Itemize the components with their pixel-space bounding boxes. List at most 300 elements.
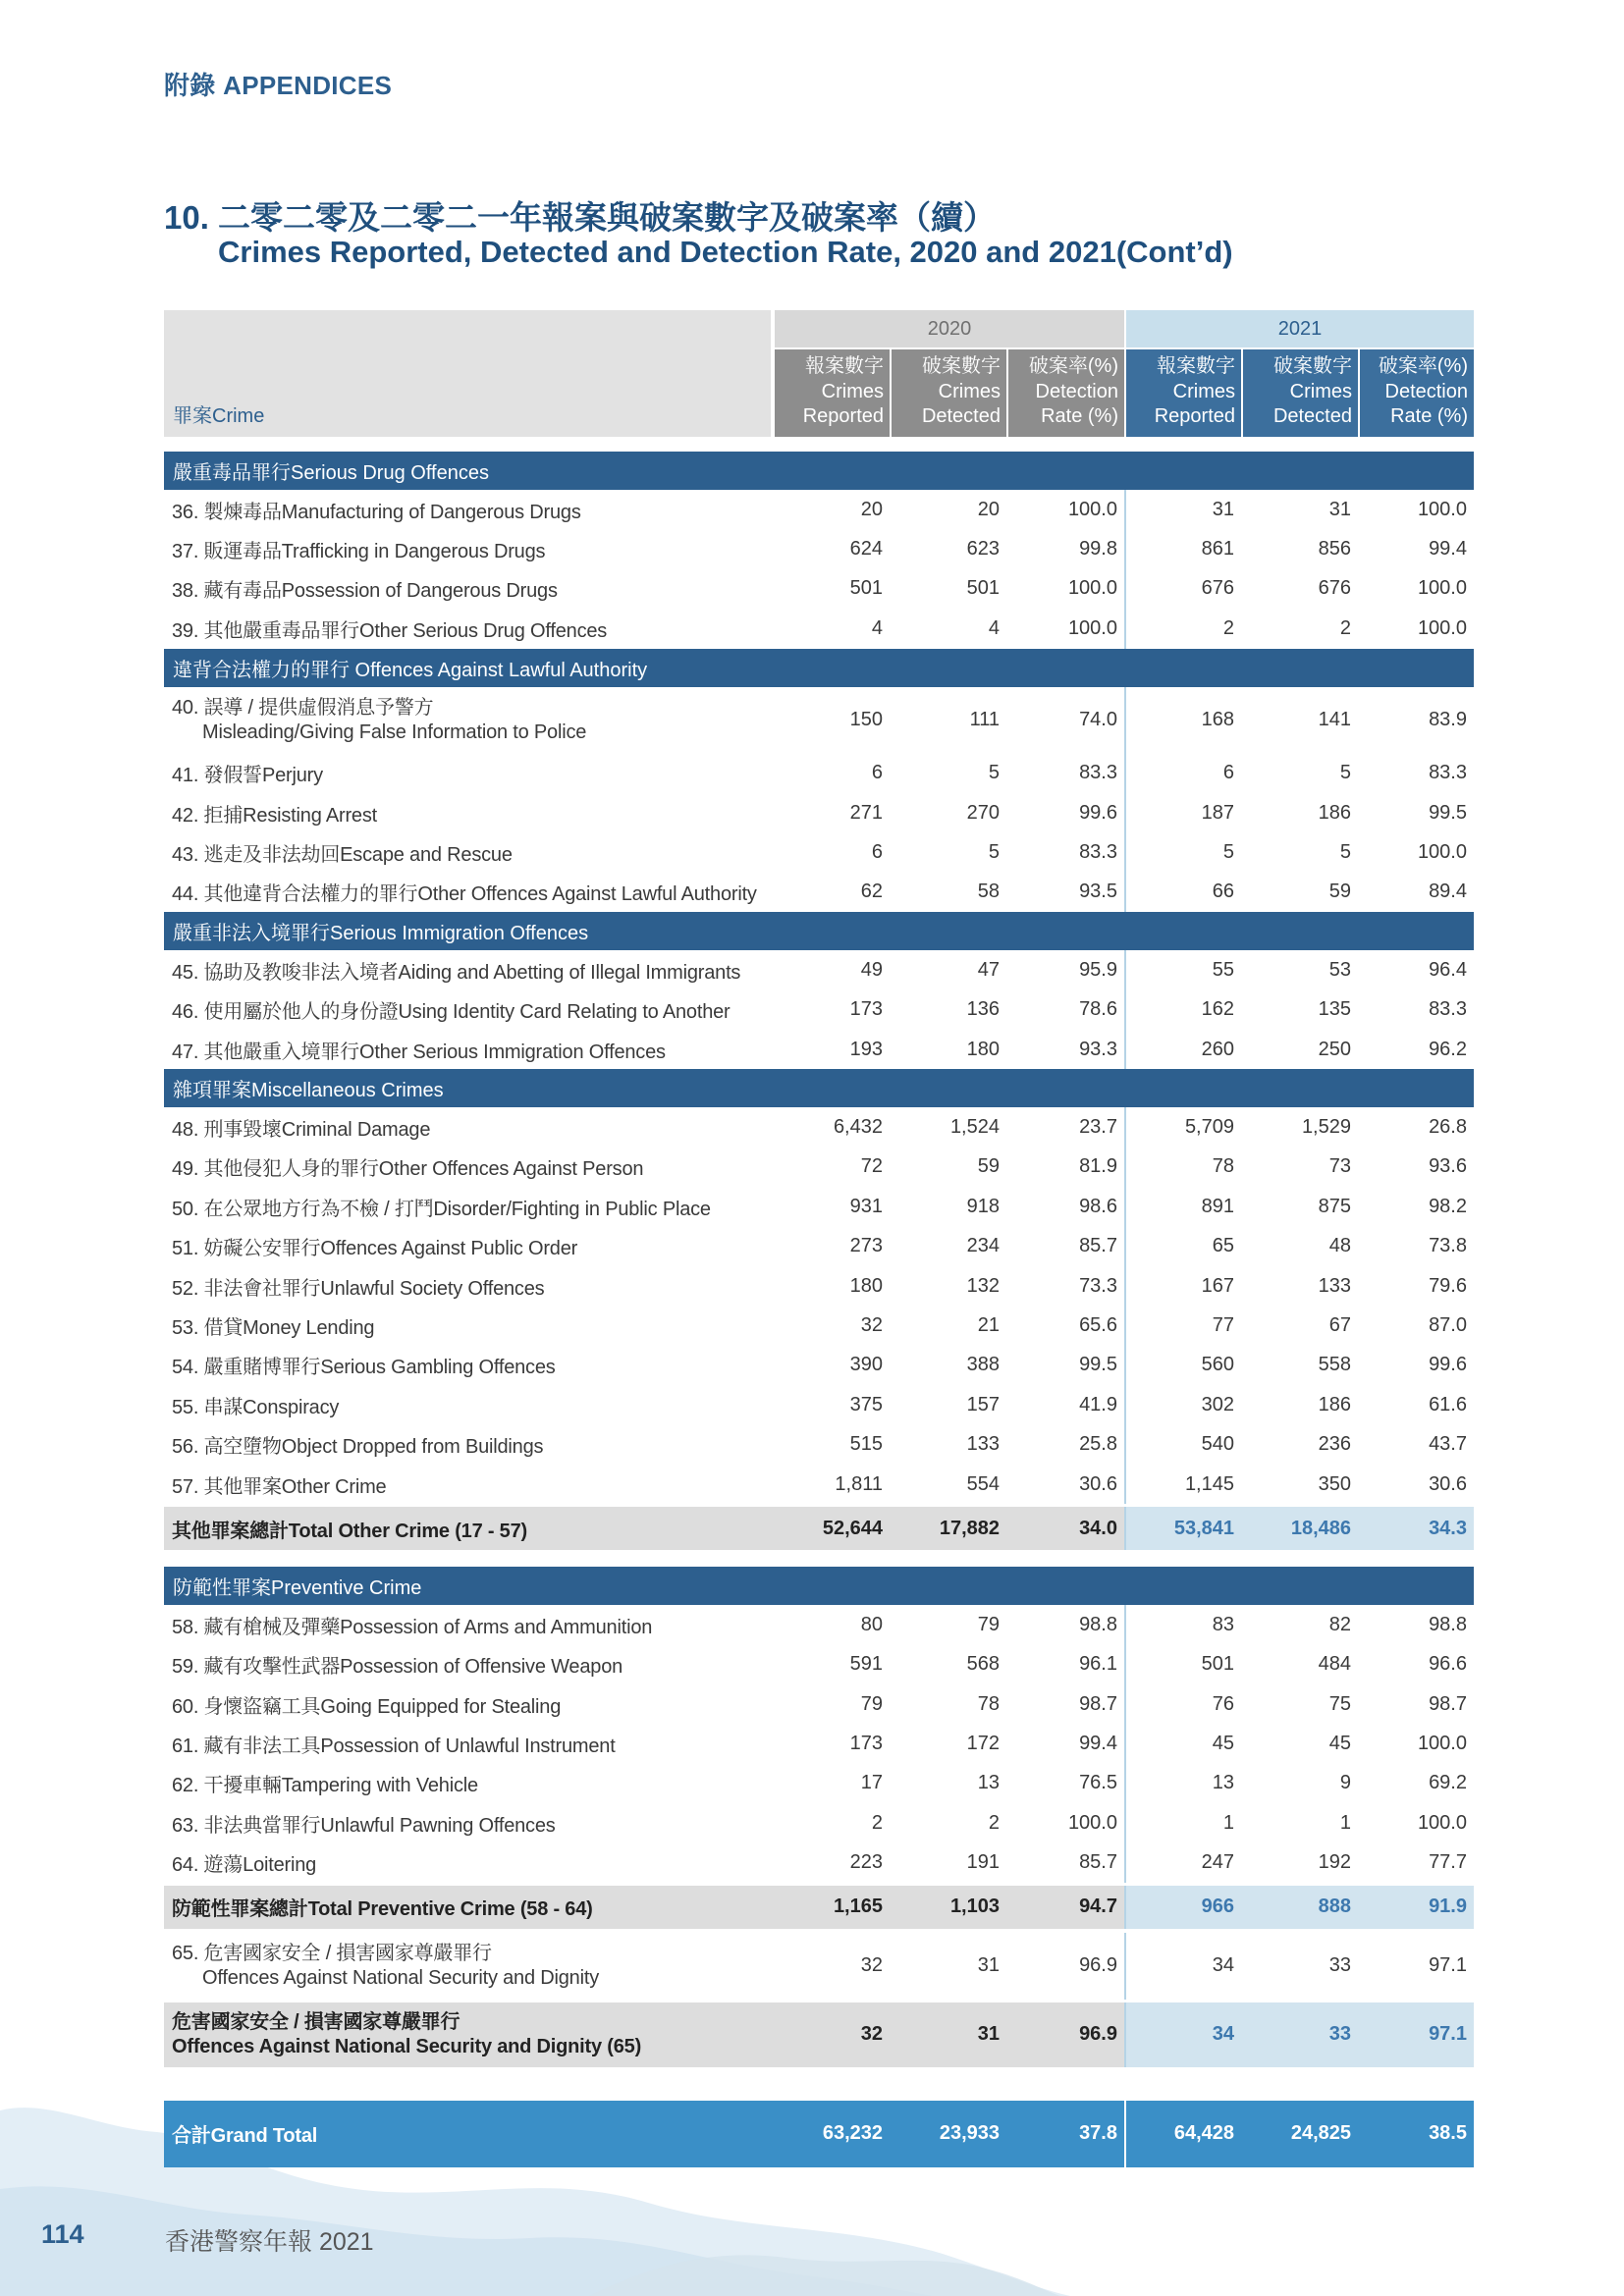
value-2020-rate: 99.5 (1079, 1354, 1117, 1376)
value-2020-reported: 6 (871, 841, 883, 864)
value-2020-reported: 32 (773, 2002, 890, 2067)
value-2020-detected: 501 (966, 577, 1000, 600)
value-2021-rate: 93.6 (1429, 1155, 1467, 1178)
table-row (164, 1107, 1474, 1147)
value-2020-rate: 96.9 (1006, 2002, 1124, 2067)
header-line-en: Crimes (1289, 380, 1352, 402)
value-2020-reported: 2 (871, 1811, 883, 1834)
value-2021-detected: 45 (1328, 1733, 1351, 1755)
header-line-zh: 破案數字 (922, 355, 1001, 377)
header-line-zh: 報案數字 (1157, 355, 1235, 377)
table-row (164, 1148, 1474, 1187)
table-row (164, 1724, 1474, 1763)
value-2021-reported: 34 (1124, 2002, 1241, 2067)
value-2020-detected: 31 (977, 1954, 1000, 1977)
crime-label: 43. 逃走及非法劫回Escape and Rescue (172, 844, 513, 867)
table-row (164, 1645, 1474, 1684)
crime-label: 36. 製煉毒品Manufacturing of Dangerous Drugs (172, 501, 581, 523)
value-2021-detected: 558 (1318, 1354, 1351, 1376)
header-2021-crimes-detected (1243, 349, 1358, 437)
table-row (164, 1465, 1474, 1504)
table-row (164, 1684, 1474, 1724)
table-row (164, 754, 1474, 793)
value-2020-rate: 34.0 (1006, 1507, 1124, 1550)
value-2021-detected: 53 (1328, 958, 1351, 981)
table-row (164, 1803, 1474, 1842)
value-2020-reported: 49 (860, 958, 883, 981)
crime-label: 46. 使用屬於他人的身份證Using Identity Card Relating to Another (172, 1001, 731, 1024)
value-2020-detected: 4 (988, 616, 1000, 639)
value-2021-detected: 135 (1318, 998, 1351, 1021)
value-2021-rate: 97.1 (1429, 1954, 1467, 1977)
value-2020-reported: 52,644 (773, 1507, 890, 1550)
value-2020-rate: 85.7 (1079, 1235, 1117, 1257)
value-2021-detected: 18,486 (1241, 1507, 1358, 1550)
value-2021-rate: 61.6 (1429, 1393, 1467, 1415)
table-row (164, 569, 1474, 609)
total-row (164, 1507, 1474, 1550)
table-row (164, 1605, 1474, 1644)
table-row (164, 1030, 1474, 1069)
crime-label: 51. 妨礙公安罪行Offences Against Public Order (172, 1238, 578, 1260)
value-2021-reported: 55 (1124, 950, 1241, 989)
header-line-en: Crimes (938, 380, 1001, 402)
value-2021-rate: 100.0 (1417, 498, 1467, 520)
value-2021-detected: 5 (1339, 841, 1351, 864)
value-2020-rate: 100.0 (1067, 577, 1117, 600)
appendix-section-label: 附錄 APPENDICES (164, 71, 393, 100)
crime-label-cell (164, 1030, 773, 1069)
value-2021-rate: 79.6 (1429, 1274, 1467, 1297)
value-2021-reported: 168 (1124, 687, 1241, 754)
crime-label: 38. 藏有毒品Possession of Dangerous Drugs (172, 580, 558, 603)
table-row (164, 1226, 1474, 1265)
value-2021-detected: 31 (1328, 498, 1351, 520)
value-2021-detected: 856 (1318, 538, 1351, 561)
header-line-en: Detection (1384, 380, 1468, 402)
value-2021-rate: 99.6 (1429, 1354, 1467, 1376)
value-2021-rate: 83.9 (1429, 709, 1467, 731)
value-2021-detected: 73 (1328, 1155, 1351, 1178)
crime-label: 61. 藏有非法工具Possession of Unlawful Instrument (172, 1735, 616, 1758)
crime-label: 其他罪案總計Total Other Crime (17 - 57) (172, 1520, 527, 1542)
header-2021-detection-rate (1360, 349, 1474, 437)
value-2021-reported: 501 (1124, 1645, 1241, 1684)
value-2020-rate: 95.9 (1079, 958, 1117, 981)
value-2021-rate: 87.0 (1429, 1313, 1467, 1336)
crime-label: 45. 協助及教唆非法入境者Aiding and Abetting of Illegal Immigrants (172, 961, 741, 984)
value-2021-rate: 98.8 (1429, 1613, 1467, 1635)
value-2021-detected: 484 (1318, 1653, 1351, 1676)
header-line-zh: 報案數字 (805, 355, 884, 377)
crime-label-cell (164, 990, 773, 1030)
report-name: 香港警察年報 2021 (165, 2228, 374, 2256)
value-2020-detected: 918 (966, 1195, 1000, 1217)
value-2021-detected: 9 (1339, 1772, 1351, 1794)
value-2021-rate: 91.9 (1358, 1886, 1474, 1929)
value-2020-detected: 78 (977, 1692, 1000, 1715)
value-2020-reported: 6,432 (833, 1115, 883, 1138)
value-2020-reported: 271 (849, 801, 883, 824)
value-2021-reported: 891 (1124, 1187, 1241, 1226)
year-2020-header: 2020 (775, 310, 1124, 347)
header-line-en: Detection (1035, 380, 1118, 402)
value-2021-rate: 100.0 (1417, 841, 1467, 864)
crime-label-cell (164, 490, 773, 529)
value-2021-rate: 38.5 (1429, 2122, 1467, 2145)
crime-label-cell (164, 1306, 773, 1345)
value-2020-reported: 273 (849, 1235, 883, 1257)
section-title: 雜項罪案Miscellaneous Crimes (173, 1080, 444, 1102)
value-2020-rate: 78.6 (1079, 998, 1117, 1021)
value-2021-detected: 1,529 (1301, 1115, 1351, 1138)
value-2021-reported: 260 (1124, 1030, 1241, 1069)
header-line-en: Reported (1154, 405, 1235, 427)
value-2020-detected: 2 (988, 1811, 1000, 1834)
section-header (164, 1567, 1474, 1605)
crime-label: 防範性罪案總計Total Preventive Crime (58 - 64) (172, 1898, 593, 1921)
value-2020-reported: 62 (860, 881, 883, 903)
crime-label-cell (164, 1187, 773, 1226)
value-2020-detected: 234 (966, 1235, 1000, 1257)
year-2021-header: 2021 (1126, 310, 1474, 347)
value-2020-rate: 93.5 (1079, 881, 1117, 903)
crime-label-cell (164, 1933, 773, 2000)
header-2020-detection-rate (1008, 349, 1124, 437)
section-title: 違背合法權力的罪行 Offences Against Lawful Authority (173, 659, 648, 681)
value-2021-rate: 89.4 (1429, 881, 1467, 903)
section-header (164, 649, 1474, 687)
value-2021-detected: 141 (1318, 709, 1351, 731)
value-2020-reported: 72 (860, 1155, 883, 1178)
table-row (164, 687, 1474, 754)
value-2020-rate: 98.6 (1079, 1195, 1117, 1217)
crime-label-cell (164, 793, 773, 832)
value-2020-rate: 65.6 (1079, 1313, 1117, 1336)
value-2020-detected: 191 (966, 1851, 1000, 1874)
value-2021-detected: 67 (1328, 1313, 1351, 1336)
value-2020-detected: 136 (966, 998, 1000, 1021)
value-2021-rate: 83.3 (1429, 762, 1467, 784)
value-2021-detected: 33 (1241, 2002, 1358, 2067)
value-2020-rate: 99.4 (1079, 1733, 1117, 1755)
value-2021-rate: 77.7 (1429, 1851, 1467, 1874)
value-2021-detected: 1 (1339, 1811, 1351, 1834)
value-2020-detected: 133 (966, 1433, 1000, 1456)
value-2020-reported: 79 (860, 1692, 883, 1715)
crime-label-line2: Offences Against National Security and Dignity (202, 1966, 599, 1989)
value-2021-reported: 2 (1124, 609, 1241, 648)
value-2021-reported: 53,841 (1124, 1507, 1241, 1550)
value-2020-detected: 1,103 (890, 1886, 1006, 1929)
table-row (164, 990, 1474, 1030)
crime-label: 62. 干擾車輛Tampering with Vehicle (172, 1775, 478, 1797)
section-header (164, 452, 1474, 490)
crime-label-cell (164, 2002, 773, 2067)
value-2021-reported: 187 (1124, 793, 1241, 832)
value-2020-detected: 1,524 (949, 1115, 1000, 1138)
value-2021-rate: 98.7 (1429, 1692, 1467, 1715)
value-2020-rate: 23.7 (1079, 1115, 1117, 1138)
crime-label: 65. 危害國家安全 / 損害國家尊嚴罪行 (172, 1942, 492, 1964)
value-2020-rate: 83.3 (1079, 841, 1117, 864)
value-2021-reported: 162 (1124, 990, 1241, 1030)
table-header (164, 310, 1474, 437)
value-2020-rate: 41.9 (1079, 1393, 1117, 1415)
section-header (164, 1069, 1474, 1107)
crime-label: 40. 誤導 / 提供虛假消息予警方 (172, 696, 434, 719)
crime-label: 52. 非法會社罪行Unlawful Society Offences (172, 1277, 545, 1300)
value-2020-detected: 13 (977, 1772, 1000, 1794)
crime-label: 44. 其他違背合法權力的罪行Other Offences Against Lawful Authority (172, 883, 757, 906)
value-2020-detected: 111 (969, 709, 1000, 731)
value-2020-rate: 93.3 (1079, 1038, 1117, 1060)
page-title-chinese: 10. 二零二零及二零二一年報案與破案數字及破案率（續） (164, 199, 997, 236)
value-2021-detected: 48 (1328, 1235, 1351, 1257)
value-2021-reported: 45 (1124, 1724, 1241, 1763)
value-2020-detected: 270 (966, 801, 1000, 824)
table-row (164, 1346, 1474, 1385)
crime-label: 合計Grand Total (172, 2125, 318, 2148)
value-2020-detected: 5 (988, 762, 1000, 784)
value-2020-detected: 17,882 (890, 1507, 1006, 1550)
crime-label-cell (164, 1886, 773, 1929)
crime-label-cell (164, 1684, 773, 1724)
crime-statistics-table (164, 310, 1474, 2167)
crime-label: 56. 高空墮物Object Dropped from Buildings (172, 1436, 544, 1459)
crime-label-cell (164, 1724, 773, 1763)
table-row (164, 832, 1474, 872)
value-2020-reported: 375 (849, 1393, 883, 1415)
value-2021-reported: 167 (1124, 1266, 1241, 1306)
table-row (164, 1424, 1474, 1464)
value-2020-reported: 6 (871, 762, 883, 784)
value-2020-detected: 58 (977, 881, 1000, 903)
header-line-zh: 破案率(%) (1378, 355, 1468, 377)
value-2021-rate: 43.7 (1429, 1433, 1467, 1456)
crime-label-cell (164, 1424, 773, 1464)
table-row (164, 529, 1474, 568)
crime-label-line2: Misleading/Giving False Information to Police (202, 721, 587, 743)
crime-label: 57. 其他罪案Other Crime (172, 1475, 387, 1498)
section-title: 嚴重毒品罪行Serious Drug Offences (173, 462, 489, 484)
value-2020-reported: 32 (860, 1954, 883, 1977)
crime-label-cell (164, 1107, 773, 1147)
value-2020-rate: 94.7 (1006, 1886, 1124, 1929)
crime-label: 63. 非法典當罪行Unlawful Pawning Offences (172, 1814, 556, 1837)
value-2020-detected: 554 (966, 1472, 1000, 1495)
value-2020-detected: 21 (977, 1313, 1000, 1336)
crime-label-cell (164, 832, 773, 872)
value-2020-detected: 388 (966, 1354, 1000, 1376)
page-number: 114 (41, 2219, 84, 2249)
table-row (164, 1385, 1474, 1424)
value-2020-rate: 99.8 (1079, 538, 1117, 561)
value-2020-reported: 180 (849, 1274, 883, 1297)
table-row (164, 950, 1474, 989)
value-2021-reported: 83 (1124, 1605, 1241, 1644)
value-2020-rate: 74.0 (1079, 709, 1117, 731)
page-title-english: Crimes Reported, Detected and Detection Rate, 2020 and 2021(Cont’d) (218, 235, 1233, 269)
value-2020-detected: 568 (966, 1653, 1000, 1676)
crime-label: 47. 其他嚴重入境罪行Other Serious Immigration Offences (172, 1041, 666, 1063)
crime-label: 37. 販運毒品Trafficking in Dangerous Drugs (172, 541, 546, 563)
value-2020-detected: 5 (988, 841, 1000, 864)
value-2021-detected: 186 (1318, 1393, 1351, 1415)
crime-label: 42. 拒捕Resisting Arrest (172, 804, 378, 827)
crime-label: 53. 借貸Money Lending (172, 1316, 375, 1339)
value-2020-reported: 591 (849, 1653, 883, 1676)
value-2021-detected: 236 (1318, 1433, 1351, 1456)
crime-label-cell (164, 1507, 773, 1550)
value-2020-reported: 193 (849, 1038, 883, 1060)
value-2020-reported: 390 (849, 1354, 883, 1376)
header-line-en: Rate (%) (1041, 405, 1118, 427)
section-title: 嚴重非法入境罪行Serious Immigration Offences (173, 923, 589, 945)
crime-label-cell (164, 1764, 773, 1803)
value-2020-reported: 4 (871, 616, 883, 639)
value-2021-rate: 98.2 (1429, 1195, 1467, 1217)
value-2020-reported: 173 (849, 998, 883, 1021)
value-2020-reported: 17 (860, 1772, 883, 1794)
value-2020-rate: 96.1 (1079, 1653, 1117, 1676)
value-2020-rate: 99.6 (1079, 801, 1117, 824)
value-2021-reported: 64,428 (1124, 2101, 1241, 2167)
crime-column-label: 罪案Crime (173, 405, 265, 427)
value-2021-reported: 1,145 (1124, 1465, 1241, 1504)
value-2020-reported: 63,232 (822, 2122, 883, 2145)
value-2021-rate: 100.0 (1417, 616, 1467, 639)
header-line-en: Crimes (821, 380, 884, 402)
value-2021-reported: 34 (1124, 1933, 1241, 2000)
value-2021-detected: 875 (1318, 1195, 1351, 1217)
table-row (164, 609, 1474, 648)
value-2020-reported: 931 (849, 1195, 883, 1217)
crime-label-cell (164, 2101, 773, 2167)
value-2020-detected: 157 (966, 1393, 1000, 1415)
value-2021-rate: 96.4 (1429, 958, 1467, 981)
crime-label-cell (164, 873, 773, 912)
value-2020-rate: 100.0 (1067, 1811, 1117, 1834)
value-2020-rate: 76.5 (1079, 1772, 1117, 1794)
value-2021-reported: 5 (1124, 832, 1241, 872)
value-2020-detected: 79 (977, 1613, 1000, 1635)
value-2021-rate: 99.5 (1429, 801, 1467, 824)
grand-total-row (164, 2101, 1474, 2167)
value-2021-reported: 1 (1124, 1803, 1241, 1842)
crime-label-cell (164, 1385, 773, 1424)
crime-label: 55. 串謀Conspiracy (172, 1396, 340, 1418)
value-2021-reported: 540 (1124, 1424, 1241, 1464)
value-2020-rate: 85.7 (1079, 1851, 1117, 1874)
value-2021-detected: 186 (1318, 801, 1351, 824)
crime-label: 危害國家安全 / 損害國家尊嚴罪行 (172, 2010, 460, 2033)
value-2021-reported: 247 (1124, 1843, 1241, 1883)
value-2021-rate: 34.3 (1358, 1507, 1474, 1550)
crime-column-header (164, 310, 771, 437)
value-2021-rate: 100.0 (1417, 1733, 1467, 1755)
header-line-en: Rate (%) (1390, 405, 1468, 427)
crime-label-cell (164, 1803, 773, 1842)
crime-label: 48. 刑事毀壞Criminal Damage (172, 1118, 431, 1141)
value-2021-reported: 6 (1124, 754, 1241, 793)
value-2021-rate: 99.4 (1429, 538, 1467, 561)
crime-label-cell (164, 609, 773, 648)
value-2021-detected: 192 (1318, 1851, 1351, 1874)
value-2021-reported: 13 (1124, 1764, 1241, 1803)
section-header (164, 912, 1474, 950)
value-2021-detected: 888 (1241, 1886, 1358, 1929)
value-2020-reported: 80 (860, 1613, 883, 1635)
value-2020-rate: 30.6 (1079, 1472, 1117, 1495)
value-2021-reported: 560 (1124, 1346, 1241, 1385)
value-2020-rate: 100.0 (1067, 616, 1117, 639)
value-2021-rate: 30.6 (1429, 1472, 1467, 1495)
value-2020-reported: 515 (849, 1433, 883, 1456)
value-2021-rate: 26.8 (1429, 1115, 1467, 1138)
crime-label-cell (164, 687, 773, 754)
header-line-en: Detected (921, 405, 1001, 427)
value-2021-detected: 2 (1339, 616, 1351, 639)
header-line-zh: 破案數字 (1273, 355, 1352, 377)
header-2020-crimes-reported (775, 349, 890, 437)
value-2020-rate: 98.7 (1079, 1692, 1117, 1715)
value-2021-rate: 100.0 (1417, 577, 1467, 600)
value-2021-reported: 676 (1124, 569, 1241, 609)
header-line-en: Crimes (1172, 380, 1235, 402)
total-row (164, 1886, 1474, 1929)
crime-label-cell (164, 569, 773, 609)
value-2021-detected: 82 (1328, 1613, 1351, 1635)
crime-label-cell (164, 1843, 773, 1883)
crime-label-cell (164, 1605, 773, 1644)
value-2021-reported: 302 (1124, 1385, 1241, 1424)
value-2021-rate: 96.2 (1429, 1038, 1467, 1060)
table-row (164, 1306, 1474, 1345)
value-2020-detected: 20 (977, 498, 1000, 520)
crime-label-cell (164, 529, 773, 568)
value-2021-rate: 97.1 (1358, 2002, 1474, 2067)
value-2020-detected: 31 (890, 2002, 1006, 2067)
value-2021-detected: 676 (1318, 577, 1351, 600)
header-2021-crimes-reported (1126, 349, 1241, 437)
value-2020-detected: 180 (966, 1038, 1000, 1060)
value-2020-detected: 132 (966, 1274, 1000, 1297)
value-2020-rate: 73.3 (1079, 1274, 1117, 1297)
value-2021-rate: 73.8 (1429, 1235, 1467, 1257)
value-2020-reported: 624 (849, 538, 883, 561)
crime-label: 50. 在公眾地方行為不檢 / 打鬥Disorder/Fighting in Public Place (172, 1198, 711, 1220)
crime-label: 49. 其他侵犯人身的罪行Other Offences Against Person (172, 1158, 644, 1181)
section-title: 防範性罪案Preventive Crime (173, 1577, 422, 1600)
crime-label-cell (164, 1645, 773, 1684)
value-2021-reported: 966 (1124, 1886, 1241, 1929)
value-2020-reported: 501 (849, 577, 883, 600)
value-2020-reported: 1,811 (835, 1472, 883, 1495)
value-2021-reported: 76 (1124, 1684, 1241, 1724)
crime-label: 60. 身懷盜竊工具Going Equipped for Stealing (172, 1695, 562, 1718)
value-2021-rate: 100.0 (1417, 1811, 1467, 1834)
crime-label: 54. 嚴重賭博罪行Serious Gambling Offences (172, 1357, 556, 1379)
value-2020-rate: 81.9 (1079, 1155, 1117, 1178)
value-2020-rate: 25.8 (1079, 1433, 1117, 1456)
value-2021-reported: 31 (1124, 490, 1241, 529)
value-2020-detected: 172 (966, 1733, 1000, 1755)
value-2021-detected: 250 (1318, 1038, 1351, 1060)
table-body (164, 452, 1474, 2167)
value-2020-detected: 623 (966, 538, 1000, 561)
value-2020-rate: 37.8 (1079, 2122, 1117, 2145)
